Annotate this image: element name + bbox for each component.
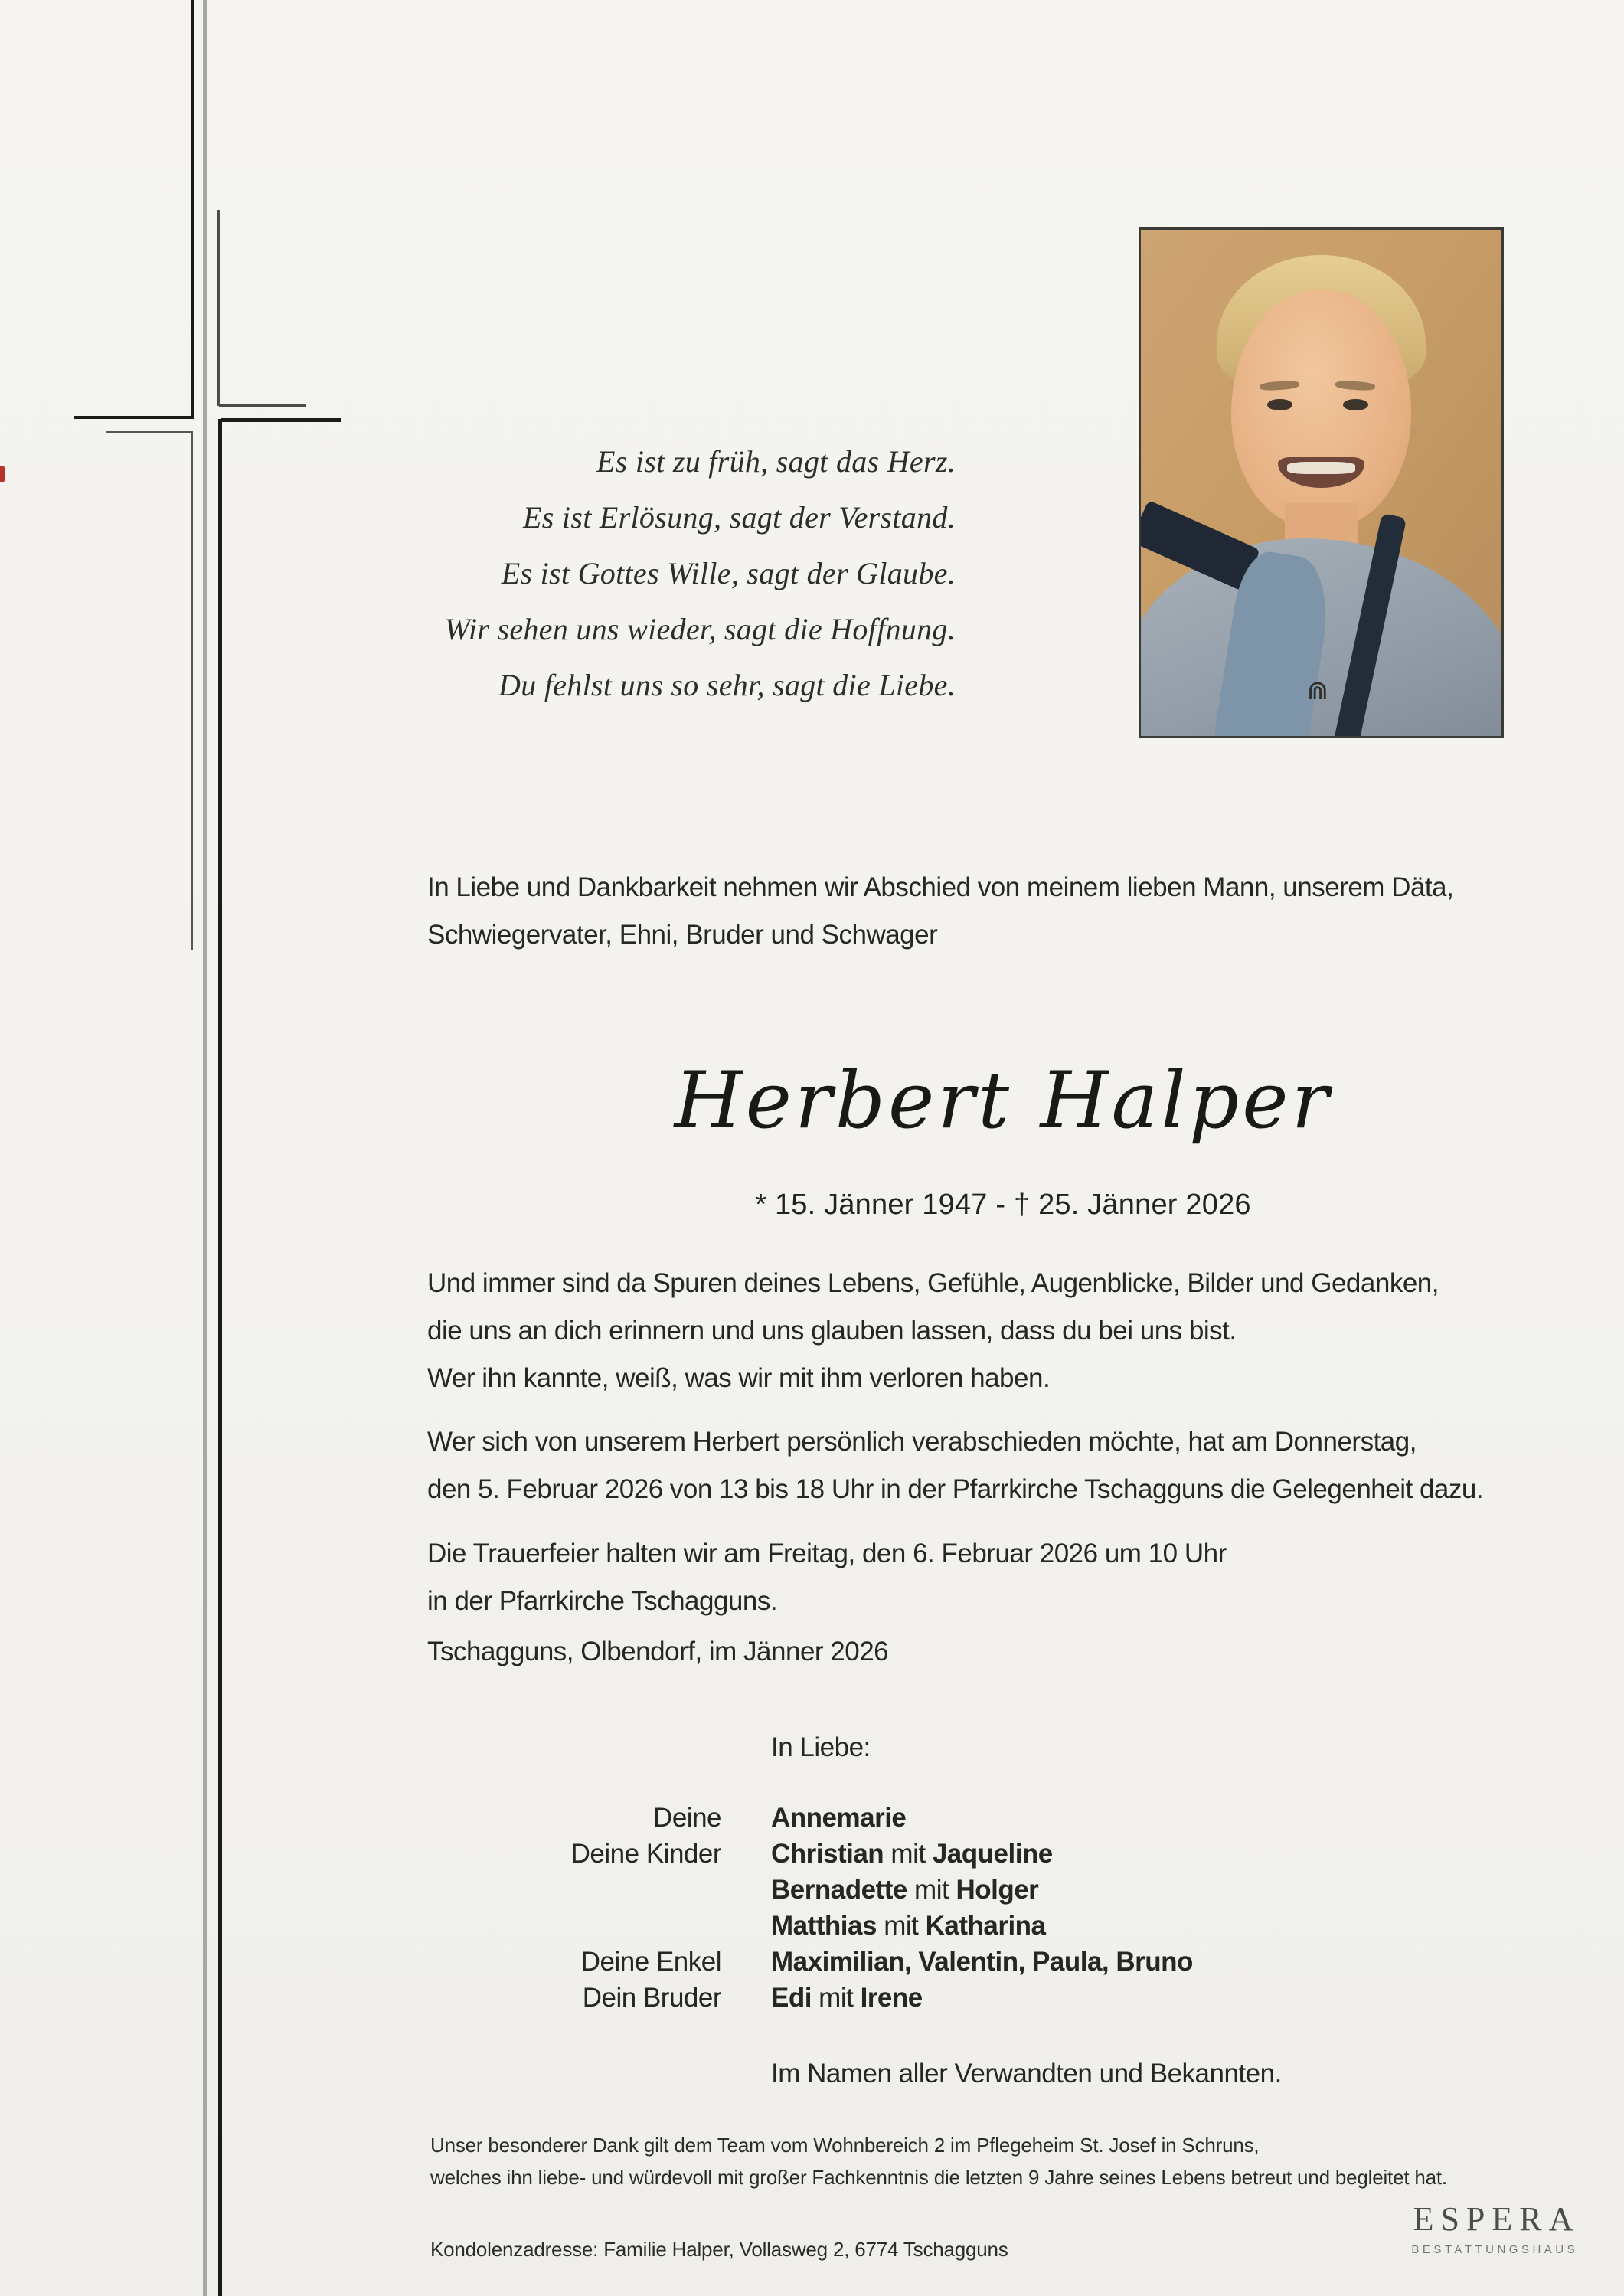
funeral-home-logo	[1378, 2200, 1608, 2256]
cross-vertical-thin-upper	[217, 210, 220, 406]
family-connector: mit	[907, 1875, 956, 1905]
family-row	[427, 1836, 1193, 1872]
memory-line: Und immer sind da Spuren deines Lebens, Gefühle, Augenblicke, Bilder und Gedanken,	[427, 1268, 1439, 1298]
memory-line: Wer ihn kannte, weiß, was wir mit ihm verloren haben.	[427, 1363, 1051, 1393]
portrait-face	[1231, 290, 1412, 528]
memorial-poem	[205, 433, 956, 713]
cross-vertical-thin-left	[191, 433, 193, 950]
place-date-line: Tschagguns, Olbendorf, im Jänner 2026	[427, 1637, 889, 1666]
portrait-eye-right	[1343, 399, 1368, 410]
poem-line: Wir sehen uns wieder, sagt die Hoffnung.	[444, 612, 956, 646]
deceased-name: Herbert Halper	[674, 1055, 1332, 1146]
family-relation-label	[427, 1908, 721, 1944]
family-names	[771, 1980, 923, 2016]
family-name: Edi	[771, 1983, 812, 2013]
portrait-photo	[1139, 227, 1504, 738]
poem-line: Du fehlst uns so sehr, sagt die Liebe.	[498, 668, 956, 702]
family-relation-label: Dein Bruder	[582, 1983, 721, 2013]
funeral-home-name: ESPERA	[1413, 2200, 1580, 2238]
family-names	[771, 1836, 1053, 1872]
memory-line: die uns an dich erinnern und uns glauben lassen, dass du bei uns bist.	[427, 1316, 1237, 1346]
family-name: Irene	[860, 1983, 923, 2013]
family-row	[427, 1872, 1193, 1908]
family-name: Holger	[956, 1875, 1039, 1905]
acknowledgement-line: welches ihn liebe- und würdevoll mit großer Fachkenntnis die letzten 9 Jahre seines Lebens betreut und begleitet hat.	[430, 2166, 1447, 2189]
acknowledgement-paragraph	[430, 2129, 1447, 2193]
cross-horizontal-thin-left	[106, 431, 193, 433]
family-names	[771, 1944, 1193, 1980]
acknowledgement-line: Unser besonderer Dank gilt dem Team vom Wohnbereich 2 im Pflegeheim St. Josef in Schruns,	[430, 2134, 1260, 2157]
family-name: Katharina	[925, 1911, 1046, 1941]
family-name: Jaqueline	[932, 1839, 1053, 1869]
introduction-paragraph	[427, 864, 1453, 959]
family-names	[771, 1908, 1046, 1944]
in-liebe-label: In Liebe:	[771, 1732, 871, 1762]
funeral-line: Die Trauerfeier halten wir am Freitag, den 6. Februar 2026 um 10 Uhr	[427, 1539, 1227, 1568]
farewell-line: Wer sich von unserem Herbert persönlich verabschieden möchte, hat am Donnerstag,	[427, 1427, 1417, 1457]
poem-line: Es ist Erlösung, sagt der Verstand.	[523, 500, 956, 535]
family-name: Maximilian, Valentin, Paula, Bruno	[771, 1947, 1193, 1977]
family-row	[427, 1944, 1193, 1980]
deceased-dates: * 15. Jänner 1947 - † 25. Jänner 2026	[755, 1189, 1251, 1221]
family-connector: mit	[811, 1983, 861, 2013]
family-row	[427, 1800, 1193, 1836]
im-namen-line: Im Namen aller Verwandten und Bekannten.	[771, 2059, 1282, 2088]
family-relation-label: Deine Kinder	[570, 1839, 721, 1869]
family-list	[427, 1800, 1193, 2016]
farewell-paragraph	[427, 1418, 1483, 1513]
intro-line: Schwiegervater, Ehni, Bruder und Schwager	[427, 920, 938, 950]
cross-horizontal-black-left	[74, 416, 194, 419]
poem-line: Es ist Gottes Wille, sagt der Glaube.	[501, 556, 956, 590]
funeral-home-subtitle: BESTATTUNGSHAUS	[1411, 2243, 1579, 2256]
family-relation-label	[427, 1872, 721, 1908]
memory-paragraph	[427, 1260, 1439, 1402]
intro-line: In Liebe und Dankbarkeit nehmen wir Abschied von meinem lieben Mann, unserem Däta,	[427, 872, 1454, 902]
cross-vertical-black-top	[191, 0, 194, 418]
family-relation-label: Deine Enkel	[580, 1947, 721, 1977]
family-names	[771, 1872, 1038, 1908]
poem-line: Es ist zu früh, sagt das Herz.	[596, 444, 956, 479]
funeral-line: in der Pfarrkirche Tschagguns.	[427, 1586, 778, 1616]
family-connector: mit	[876, 1911, 926, 1941]
portrait-eye-left	[1267, 399, 1292, 410]
portrait-teeth	[1287, 462, 1355, 474]
family-connector: mit	[884, 1839, 933, 1869]
funeral-service-paragraph	[427, 1530, 1227, 1625]
portrait-brand-logo-icon: ⋒	[1306, 675, 1329, 706]
cross-horizontal-thin-right	[219, 404, 306, 407]
scan-artifact-mark	[0, 466, 5, 482]
family-name: Christian	[771, 1839, 884, 1869]
family-name: Bernadette	[771, 1875, 907, 1905]
condolence-address-line: Kondolenzadresse: Familie Halper, Vollasweg 2, 6774 Tschagguns	[430, 2238, 1008, 2261]
family-relation-label: Deine	[653, 1803, 721, 1833]
family-name: Matthias	[771, 1911, 877, 1941]
farewell-line: den 5. Februar 2026 von 13 bis 18 Uhr in der Pfarrkirche Tschagguns die Gelegenheit dazu.	[427, 1474, 1484, 1504]
family-names	[771, 1800, 906, 1836]
family-row	[427, 1980, 1193, 2016]
cross-horizontal-black-right	[221, 418, 341, 422]
cross-vertical-gray	[203, 0, 207, 2296]
family-name: Annemarie	[771, 1803, 907, 1833]
family-row	[427, 1908, 1193, 1944]
